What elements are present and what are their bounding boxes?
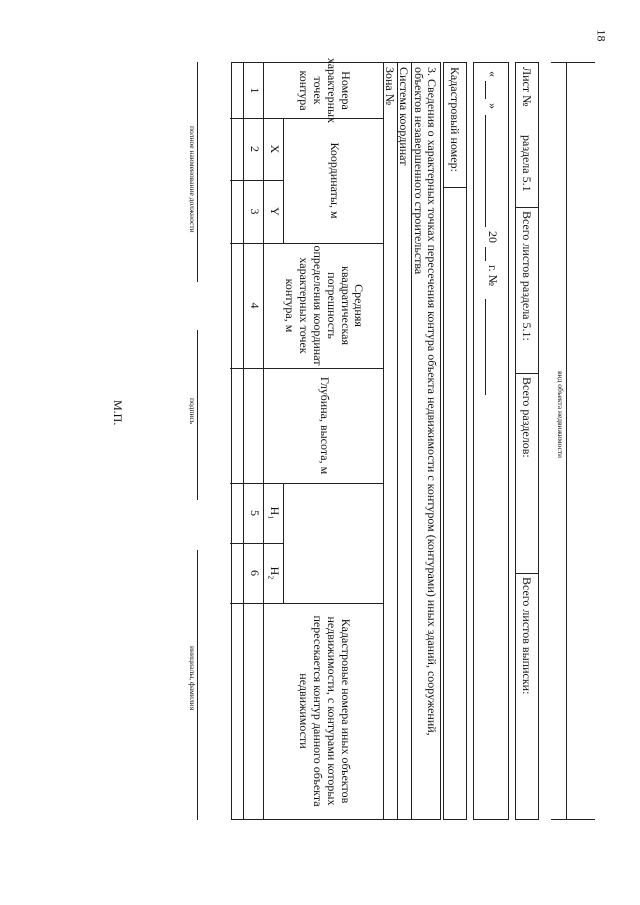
date-year-suffix: г. № [486,265,500,287]
sheet-number-label: Лист № [520,67,534,107]
header-other-objects: Кадастровые номера иных объектов недвижимости, с контурами которых пересекается контур данного объекта недвижимости [297,615,353,807]
header-y: Y [267,207,282,216]
total-sections-label: Всего разделов: [520,377,534,458]
section3-title-line2: объектов незавершенного строительства [412,67,426,275]
table-index-cell: 1 [247,87,262,94]
header-error: Средняя квадратическая погрешность определения координат характерных точек контура, м [283,245,367,366]
coordinate-system-label: Система координат [397,67,411,166]
name-line [197,550,198,820]
table-index-cell: 5 [247,510,262,516]
cadastral-number-label: Кадастровый номер: [448,67,462,172]
date-quote-open: « [486,71,500,77]
section-label: раздела 5.1 [520,135,534,192]
table-index-cell: 2 [247,146,262,152]
sheet-info-strip [515,62,539,820]
signature-line [197,330,198,500]
total-extract-sheets-label: Всего листов выписки: [520,577,534,695]
object-type-strip [551,62,595,820]
header-h1: H₁ [267,506,282,520]
cadastral-strip [443,62,467,820]
date-strip [473,62,509,820]
signature-caption: подпись [188,398,197,425]
object-type-caption: вид объекта недвижимости [556,371,565,459]
stamp-placeholder: М.П. [111,400,125,426]
table-index-cell: 4 [247,302,262,309]
zone-label: Зона № [383,67,397,106]
name-caption: инициалы, фамилия [188,646,197,711]
header-h2: H₂ [267,566,282,580]
table-index-cell: 6 [247,570,262,576]
date-quote-close: » [486,103,500,109]
section3-title-line1: 3. Сведения о характерных точках пересечения контура объекта недвижимости с контуром (контурами) иных зданий, сооружений, [425,67,439,736]
extract-form-sheet [49,30,609,835]
date-year: 20 [486,231,500,243]
total-sheets-label: Всего листов раздела 5.1: [520,211,534,341]
header-x: X [267,144,282,154]
position-caption: полное наименование должности [188,126,197,233]
page-number: 18 [594,29,609,42]
header-point-numbers: Номера характерных точек контура [297,57,353,124]
header-coordinates: Координаты, м [327,142,342,219]
header-depth-height: Глубина, высота, м [317,376,332,475]
section3-block [231,57,441,820]
position-line [197,62,198,282]
table-index-cell: 3 [247,208,262,215]
